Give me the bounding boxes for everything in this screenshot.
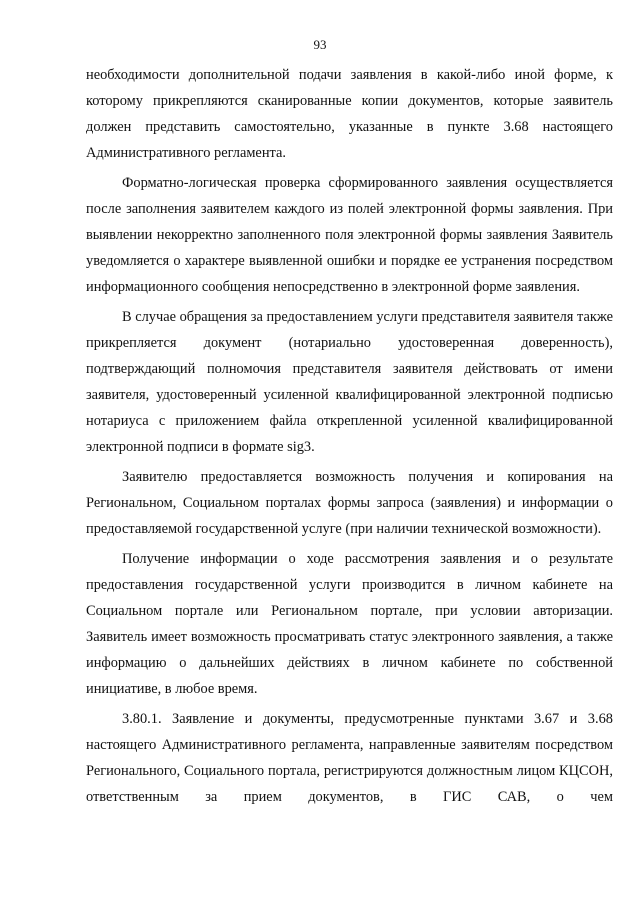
paragraph-representative: В случае обращения за предоставлением услуги представителя заявителя также прикрепляется документ (нотариально удостоверенная доверенность), подтверждающий полномочия представителя заявителя действовать от имени заявителя, удостоверенный усиленной квалифицированной электронной подписью нотариуса с приложением файла открепленной усиленной квалифицированной электронной подписи в формате sig3. xyxy=(86,309,613,455)
paragraph-format-check: Форматно-логическая проверка сформированного заявления осуществляется после заполнения заявителем каждого из полей электронной формы заявления. При выявлении некорректно заполненного поля электронной формы заявления Заявитель уведомляется о характере выявленной ошибки и порядке ее устранения посредством информационного сообщения непосредственно в электронной форме заявления. xyxy=(86,175,613,295)
paragraph-status-info: Получение информации о ходе рассмотрения заявления и о результате предоставления государственной услуги производится в личном кабинете на Социальном портале или Региональном портале, при условии авторизации. Заявитель имеет возможность просматривать статус электронного заявления, а также информацию о дальнейших действиях в личном кабинете по собственной инициативе, в любое время. xyxy=(86,551,613,697)
paragraph-continuation: необходимости дополнительной подачи заявления в какой-либо иной форме, к которому прикрепляются сканированные копии документов, которые заявитель должен представить самостоятельно, указанные в пункте 3.68 настоящего Административного регламента. xyxy=(86,67,613,161)
body-text xyxy=(86,62,613,814)
page-number: 93 xyxy=(313,37,327,52)
paragraph-form-access: Заявителю предоставляется возможность получения и копирования на Региональном, Социальном порталах формы запроса (заявления) и информации о предоставляемой государственной услуге (при наличии технической возможности). xyxy=(86,469,613,537)
paragraph-3-80-1: 3.80.1. Заявление и документы, предусмотренные пунктами 3.67 и 3.68 настоящего Административного регламента, направленные заявителям посредством Регионального, Социального портала, регистрируются должностным лицом КЦСОН, ответственным за прием документов, в ГИС САВ, о чем xyxy=(86,711,613,805)
